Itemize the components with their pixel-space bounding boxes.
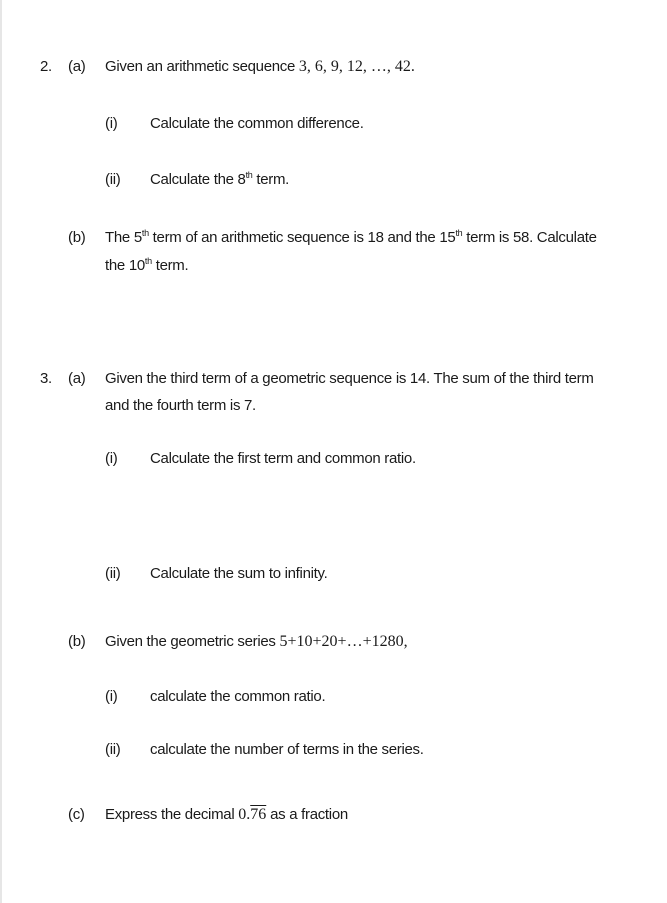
text: Given an arithmetic sequence xyxy=(105,58,296,75)
subpart-text: calculate the number of terms in the series. xyxy=(150,741,424,758)
ordinal-suffix: th xyxy=(141,228,149,238)
question-text xyxy=(105,229,597,247)
question-text xyxy=(105,633,408,651)
text: Express the decimal xyxy=(105,806,235,823)
subpart-text: calculate the common ratio. xyxy=(150,688,326,705)
subpart-label: (ii) xyxy=(105,565,121,582)
text: Calculate the xyxy=(150,171,234,188)
subpart-text: Calculate the sum to infinity. xyxy=(150,565,328,582)
subpart-label: (i) xyxy=(105,688,118,705)
question-number: 3. xyxy=(40,370,52,387)
subpart-text: Calculate the common difference. xyxy=(150,115,364,132)
subpart-label: (i) xyxy=(105,450,118,467)
text: term of an arithmetic sequence is 18 and the xyxy=(152,229,436,246)
text: term. xyxy=(256,171,290,188)
text: the xyxy=(105,257,125,274)
subpart-label: (ii) xyxy=(105,171,121,188)
part-label: (a) xyxy=(68,370,86,387)
subpart-text xyxy=(150,171,289,189)
ordinal: 5 xyxy=(133,229,142,246)
ordinal: 8 xyxy=(237,171,246,188)
text: The xyxy=(105,229,130,246)
part-label: (b) xyxy=(68,633,86,650)
sequence: 3, 6, 9, 12, …, 42. xyxy=(298,58,415,75)
part-label: (b) xyxy=(68,229,86,246)
question-text: and the fourth term is 7. xyxy=(105,397,256,414)
text: term. xyxy=(155,257,189,274)
decimal-repeat: 76 xyxy=(250,806,267,823)
text: Given the geometric series xyxy=(105,633,276,650)
text: term is 58. Calculate xyxy=(466,229,597,246)
part-label: (c) xyxy=(68,806,85,823)
series: 5+10+20+…+1280, xyxy=(279,633,408,650)
page-edge xyxy=(0,0,2,903)
question-text xyxy=(105,806,348,824)
ordinal-suffix: th xyxy=(245,170,253,180)
ordinal-suffix: th xyxy=(455,228,463,238)
subpart-label: (ii) xyxy=(105,741,121,758)
decimal-int: 0. xyxy=(238,806,251,823)
question-text xyxy=(105,257,188,275)
question-text: Given the third term of a geometric sequence is 14. The sum of the third term xyxy=(105,370,594,387)
question-text xyxy=(105,58,415,76)
text: as a fraction xyxy=(270,806,348,823)
ordinal-suffix: th xyxy=(144,256,152,266)
ordinal: 10 xyxy=(128,257,145,274)
ordinal: 15 xyxy=(439,229,456,246)
subpart-label: (i) xyxy=(105,115,118,132)
question-number: 2. xyxy=(40,58,52,75)
repeating-decimal xyxy=(238,806,266,823)
subpart-text: Calculate the first term and common ratio. xyxy=(150,450,416,467)
part-label: (a) xyxy=(68,58,86,75)
